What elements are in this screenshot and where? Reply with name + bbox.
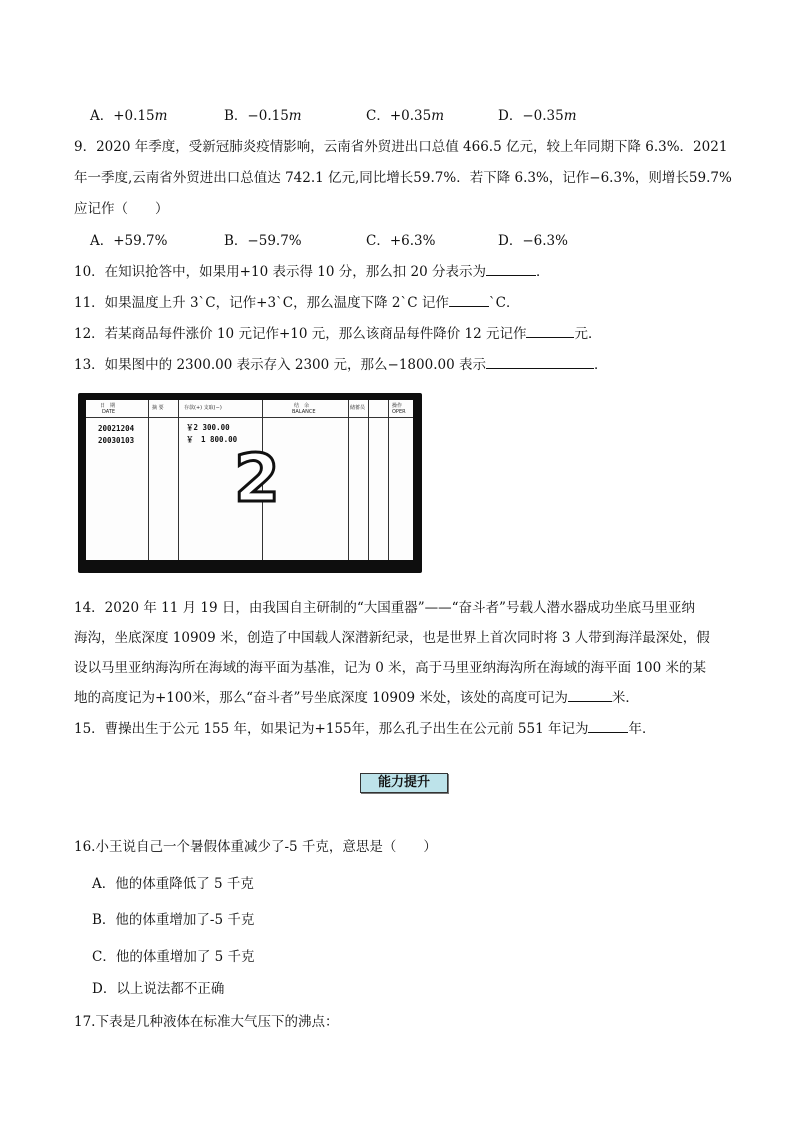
q9-line-3: 应记作（ ）	[74, 201, 169, 217]
q13-tail: ．	[593, 357, 608, 373]
row-2-amount: ￥ 1 800.00	[186, 435, 238, 444]
passbook-page	[86, 400, 413, 560]
q9-option-d: D．−6.3%	[498, 233, 568, 249]
q8-option-a: A．+0.15m	[90, 108, 168, 124]
passbook-header-rule	[86, 417, 413, 418]
passbook-column-rule	[348, 400, 349, 560]
passbook-image	[78, 393, 422, 573]
q10-answer-blank[interactable]	[486, 263, 536, 276]
q9-line-1: 9．2020 年季度，受新冠肺炎疫情影响，云南省外贸进出口总值 466.5 亿元，较上年同期下降 6.3%．2021	[74, 139, 728, 155]
q16-option-b: B．他的体重增加了-5 千克	[92, 912, 255, 928]
q12-answer-blank[interactable]	[526, 325, 574, 338]
q15-answer-blank[interactable]	[588, 720, 628, 733]
passbook-column-rule	[178, 400, 179, 560]
q11	[74, 291, 519, 311]
q12-text: 12．若某商品每件涨价 10 元记作+10 元，那么该商品每件降价 12 元记作	[74, 326, 527, 342]
q9-option-a: A．+59.7%	[90, 233, 168, 249]
row-1-date: 20021204	[98, 424, 135, 433]
q10-tail: ．	[535, 264, 550, 280]
q13	[74, 353, 607, 373]
q14-tail: 米．	[611, 690, 639, 706]
row-2-date: 20030103	[98, 436, 135, 445]
q16-option-d: D．以上说法都不正确	[92, 981, 225, 997]
q14-answer-blank[interactable]	[568, 689, 612, 702]
page-number-stamp: 2	[234, 440, 280, 517]
passbook-column-rule	[368, 400, 369, 560]
q11-answer-blank[interactable]	[449, 294, 489, 307]
q15	[74, 717, 655, 737]
q16-option-a: A．他的体重降低了 5 千克	[92, 876, 254, 892]
header-balance: 结 余	[294, 403, 310, 409]
q12	[74, 322, 601, 342]
q9-option-b: B．−59.7%	[224, 233, 302, 249]
q8-option-d: D．−0.35m	[498, 108, 577, 124]
q14-line-1: 14．2020 年 11 月 19 日，由我国自主研制的“大国重器”——“奋斗者”号载人潜水器成功坐底马里亚纳	[74, 600, 695, 616]
row-1-amount: ￥2 300.00	[186, 423, 230, 432]
q17-stem: 17.下表是几种液体在标准大气压下的沸点：	[74, 1014, 339, 1030]
q14-line-2: 海沟，坐底深度 10909 米，创造了中国载人深潜新纪录，也是世界上首次同时将 3 人带到海洋最深处，假	[74, 630, 710, 646]
q8-option-b: B．−0.15m	[224, 108, 302, 124]
q12-tail: 元．	[574, 326, 602, 342]
q8-option-c: C．+0.35m	[366, 108, 445, 124]
q13-text: 13．如果图中的 2300.00 表示存入 2300 元，那么−1800.00 表示	[74, 357, 486, 373]
header-clerk: 储蓄员	[350, 405, 366, 411]
q14-text: 地的高度记为+100米，那么“奋斗者”号坐底深度 10909 米处，该处的高度可记为	[74, 690, 568, 706]
q16-option-c: C．他的体重增加了 5 千克	[92, 949, 255, 965]
header-oper-en: OPER	[392, 409, 406, 415]
q13-answer-blank[interactable]	[486, 356, 594, 369]
passbook-column-rule	[148, 400, 149, 560]
q16-stem: 16.小王说自己一个暑假体重减少了-5 千克，意思是（ ）	[74, 839, 437, 855]
q9-option-c: C．+6.3%	[366, 233, 436, 249]
header-balance-en: BALANCE	[292, 409, 316, 415]
q11-tail: `C．	[488, 295, 520, 311]
header-date: 日 期	[100, 403, 116, 409]
q15-tail: 年．	[628, 721, 656, 737]
q14-line-3: 设以马里亚纳海沟所在海域的海平面为基准，记为 0 米，高于马里亚纳海沟所在海域的海平面 100 米的某	[74, 660, 707, 676]
q14-line-4	[74, 686, 639, 706]
header-amount: 存款(+) 支取(−)	[184, 405, 222, 411]
header-summary: 摘 要	[152, 405, 164, 411]
passbook-column-rule	[388, 400, 389, 560]
q10-text: 10．在知识抢答中，如果用+10 表示得 10 分，那么扣 20 分表示为	[74, 264, 486, 280]
q15-text: 15．曹操出生于公元 155 年，如果记为+155年，那么孔子出生在公元前 551 年记为	[74, 721, 589, 737]
header-oper: 操作	[392, 403, 403, 409]
section-badge: 能力提升	[360, 773, 448, 793]
q9-line-2: 年一季度,云南省外贸进出口总值达 742.1 亿元,同比增长59.7%．若下降 6.3%，记作−6.3%，则增长59.7%	[74, 170, 732, 186]
q10	[74, 260, 549, 280]
header-date-en: DATE	[102, 409, 116, 415]
q11-text: 11．如果温度上升 3`C，记作+3`C，那么温度下降 2`C 记作	[74, 295, 449, 311]
